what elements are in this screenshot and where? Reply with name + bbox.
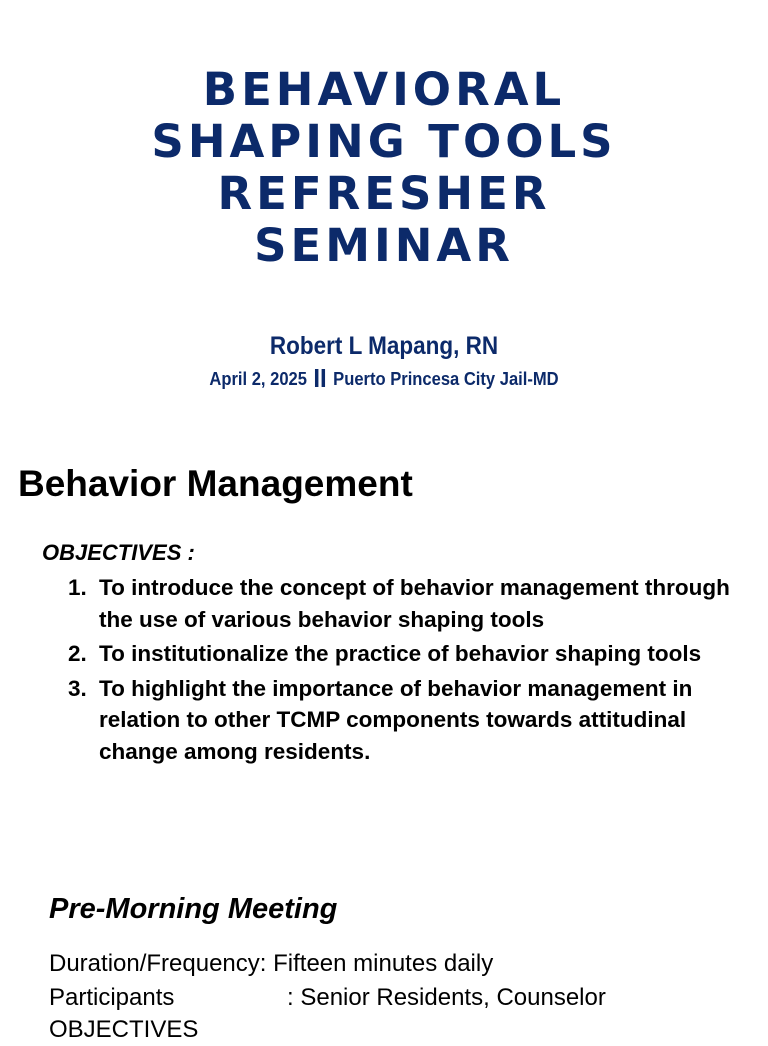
objective-item bbox=[0, 572, 740, 635]
objective-text: To institutionalize the practice of behavior shaping tools bbox=[99, 641, 702, 666]
title-line-4: SEMINAR bbox=[254, 219, 514, 272]
objective-item bbox=[0, 638, 740, 670]
presenter-name: Robert L Mapang, RN bbox=[269, 332, 499, 360]
participants-row bbox=[49, 982, 606, 1014]
title-line-1: BEHAVIORAL bbox=[202, 63, 566, 116]
event-date: April 2, 2025 bbox=[209, 369, 307, 389]
meeting-objectives-row bbox=[49, 1014, 198, 1046]
slide-title bbox=[0, 64, 768, 272]
participants-value: : Senior Residents, Counselor bbox=[287, 984, 606, 1011]
objective-text: To introduce the concept of behavior management through the use of various behavior shaping tools bbox=[99, 575, 730, 632]
duration-label: Duration/Frequency bbox=[49, 950, 260, 977]
duration-value: : Fifteen minutes daily bbox=[259, 950, 494, 977]
objectives-label: OBJECTIVES : bbox=[42, 540, 195, 565]
objectives-list bbox=[0, 572, 740, 770]
section-title: Behavior Management bbox=[18, 463, 413, 504]
objective-item bbox=[0, 673, 740, 768]
meeting-objectives-label: OBJECTIVES bbox=[49, 1016, 199, 1043]
title-line-2: SHAPING TOOLS bbox=[151, 115, 617, 168]
event-location: Puerto Princesa City Jail-MD bbox=[333, 369, 559, 389]
meeting-title: Pre-Morning Meeting bbox=[49, 893, 338, 925]
event-info bbox=[31, 364, 738, 393]
participants-label: Participants bbox=[49, 984, 175, 1011]
duration-row bbox=[49, 948, 493, 980]
event-separator: II bbox=[313, 363, 327, 393]
title-line-3: REFRESHER bbox=[217, 167, 551, 220]
objective-number: 2. bbox=[68, 641, 87, 666]
objective-number: 1. bbox=[68, 575, 87, 600]
objective-text: To highlight the importance of behavior management in relation to other TCMP components towards attitudinal change among residents. bbox=[99, 675, 693, 764]
objective-number: 3. bbox=[68, 675, 87, 701]
